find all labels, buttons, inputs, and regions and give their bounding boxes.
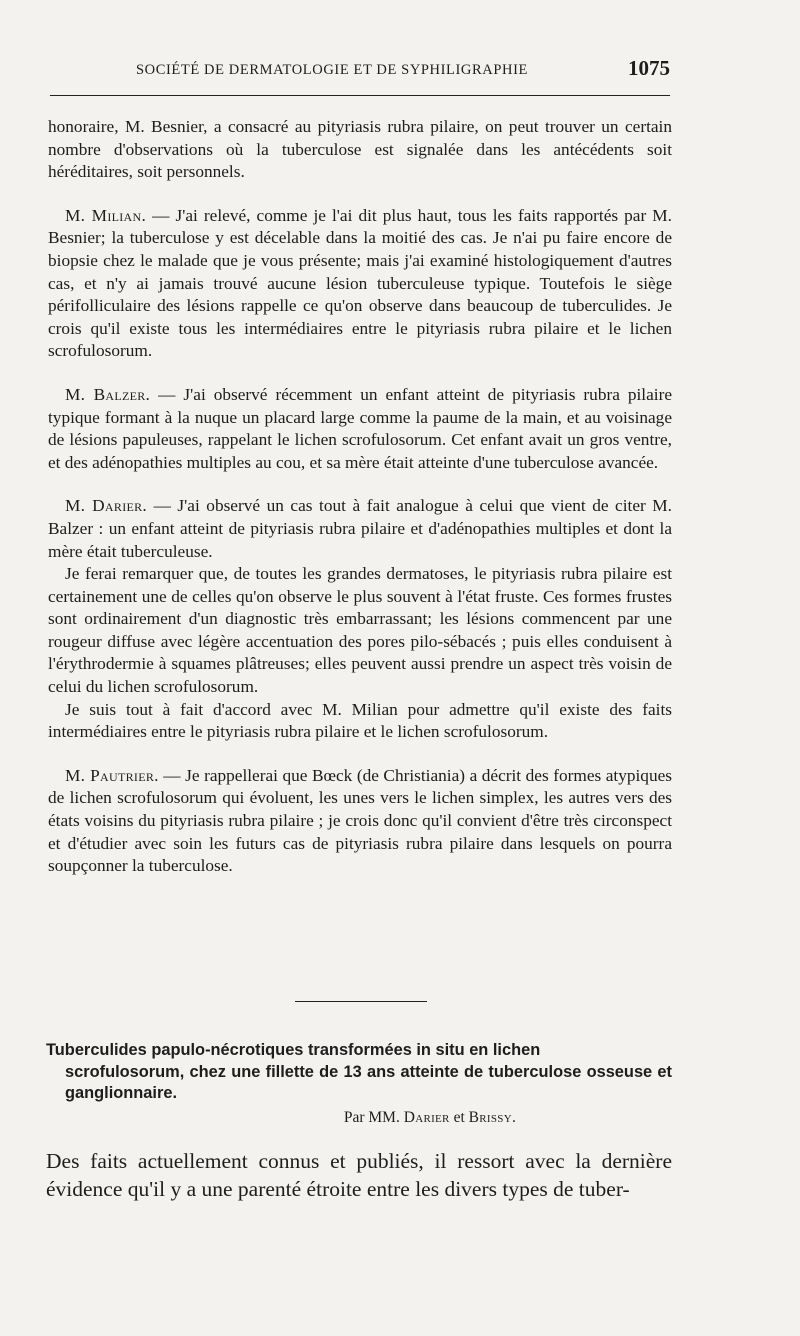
paragraph-text: — Je rappellerai que Bœck (de Christiania) a décrit des formes atypiques de lichen scrofulosorum qui évoluent, les unes vers le lichen simplex, les autres vers des états voisins du pityriasis rubra pilaire ; je crois donc qu'il convient d'être très circonspect et d'étudier avec soin les futurs cas de pityriasis rubra pilaire dans lesquels on pourra soupçonner la tuberculose. bbox=[48, 765, 672, 876]
discussion-body bbox=[48, 116, 672, 878]
byline bbox=[0, 1109, 800, 1127]
author-name: Darier bbox=[403, 1109, 450, 1126]
paragraph-text: — J'ai relevé, comme je l'ai dit plus haut, tous les faits rapportés par M. Besnier; la tuberculose y est décelable dans la moitié des cas. Je n'ai pu faire encore de biopsie chez le malade que je vous présente; mais j'ai examiné histologiquement d'autres cas, et n'y ai jamais trouvé aucune lésion tuberculeuse typique. Toutefois le siège périfolliculaire des lésions rappelle ce qu'on observe dans beaucoup de tuberculides. Je crois qu'il existe tous les intermédiaires entre le pityriasis rubra pilaire et le lichen scrofulosorum. bbox=[48, 205, 672, 361]
paragraph-continuation bbox=[48, 116, 672, 184]
paragraph-gap bbox=[48, 474, 672, 495]
paragraph-text: — J'ai observé un cas tout à fait analogue à celui que vient de citer M. Balzer : un enfant atteint de pityriasis rubra pilaire et d'adénopathies multiples et dont la mère était tuberculeuse. bbox=[48, 496, 672, 561]
byline-prefix: Par MM. bbox=[343, 1109, 404, 1126]
article-title-line1: Tuberculides papulo-nécrotiques transformées in situ en lichen bbox=[46, 1041, 541, 1059]
page-number: 1075 bbox=[628, 56, 670, 80]
paragraph-pautrier bbox=[48, 765, 672, 878]
article-title-rest: scrofulosorum, chez une fillette de 13 ans atteinte de tuberculose osseuse et ganglionnaire. bbox=[65, 1062, 672, 1102]
paragraph-text: Des faits actuellement connus et publiés, il ressort avec la dernière évidence qu'il y a une parenté étroite entre les divers types de tuber- bbox=[46, 1149, 672, 1201]
running-title: SOCIÉTÉ DE DERMATOLOGIE ET DE SYPHILIGRAPHIE bbox=[136, 62, 528, 78]
paragraph-text: — J'ai observé récemment un enfant atteint de pityriasis rubra pilaire typique formant à la nuque un placard large comme la paume de la main, et au voisinage de lésions papuleuses, rappelant le lichen scrofulosorum. Cet enfant avait un gros ventre, et des adénopathies multiples au cou, et sa mère était atteinte d'une tuberculose avancée. bbox=[48, 384, 673, 472]
article-lead-paragraph bbox=[46, 1147, 672, 1203]
byline-joiner: et bbox=[449, 1109, 469, 1126]
speaker-name: M. Milian. bbox=[65, 205, 147, 225]
section-separator bbox=[295, 1001, 427, 1002]
article-title bbox=[46, 1040, 672, 1105]
header-rule bbox=[50, 95, 670, 96]
speaker-name: M. Balzer. bbox=[65, 384, 151, 404]
running-head bbox=[48, 56, 670, 86]
author-name: Brissy. bbox=[468, 1109, 517, 1126]
paragraph-gap bbox=[48, 184, 672, 205]
speaker-name: M. Darier. bbox=[65, 496, 148, 516]
paragraph-gap bbox=[48, 363, 672, 384]
speaker-name: M. Pautrier. bbox=[65, 765, 159, 785]
paragraph-balzer bbox=[48, 384, 672, 474]
paragraph-darier bbox=[48, 495, 672, 563]
paragraph-darier-3 bbox=[48, 699, 672, 744]
paragraph-text: Je ferai remarquer que, de toutes les grandes dermatoses, le pityriasis rubra pilaire est certainement une de celles qu'on observe le plus souvent à l'état fruste. Ces formes frustes sont ordinairement d'un diagnostic très embarrassant; les lésions commencent par une rougeur diffuse avec légère accentuation des pores pilo-sébacés ; puis elles conduisent à l'érythrodermie à squames plâtreuses; elles peuvent aussi prendre un aspect très voisin de celui du lichen scrofulosorum. bbox=[48, 564, 672, 697]
paragraph-text: Je suis tout à fait d'accord avec M. Milian pour admettre qu'il existe des faits intermédiaires entre le pityriasis rubra pilaire et le lichen scrofulosorum. bbox=[48, 699, 672, 742]
paragraph-gap bbox=[48, 744, 672, 765]
paragraph-text: honoraire, M. Besnier, a consacré au pityriasis rubra pilaire, on peut trouver un certain nombre d'observations où la tuberculose est signalée dans les antécédents soit héréditaires, soit personnels. bbox=[48, 117, 672, 182]
paragraph-darier-2 bbox=[48, 563, 672, 699]
paragraph-milian bbox=[48, 205, 672, 363]
